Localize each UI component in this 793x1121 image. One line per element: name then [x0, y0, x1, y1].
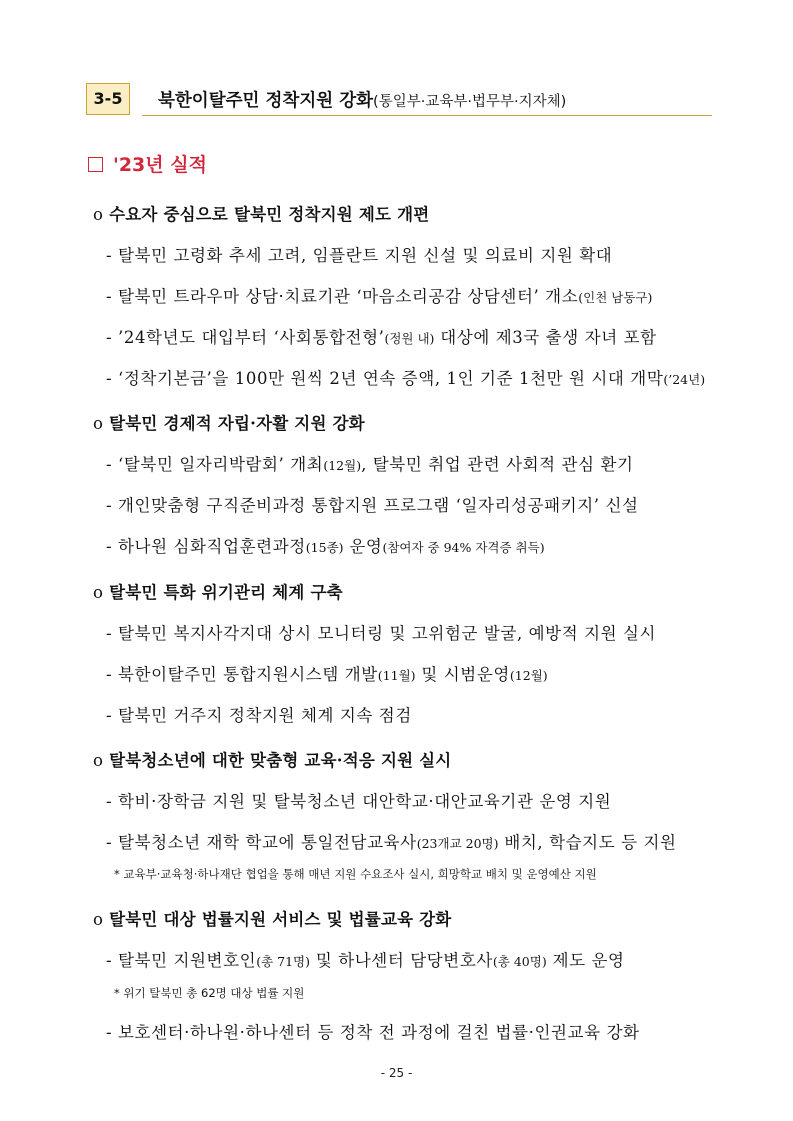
footnote: * 위기 탈북민 총 62명 대상 법률 지원 [114, 986, 305, 1000]
list-item [106, 620, 656, 644]
heading-text: 탈북민 특화 위기관리 체계 구축 [109, 583, 343, 602]
section-title-main: 북한이탈주민 정착지원 강화 [158, 91, 374, 111]
list-item [106, 283, 652, 307]
section-header [86, 83, 712, 119]
item-text: - ‘탈북민 일자리박람회’ 개최 [106, 455, 324, 474]
item-text: - ‘정착기본금’을 100만 원씩 2년 연속 증액, 1인 기준 1천만 원 시대 개막 [106, 369, 664, 388]
section-heading-2 [93, 410, 365, 434]
item-note: (참여자 중 94% 자격증 취득) [382, 540, 545, 555]
item-text: - 보호센터·하나원·하나센터 등 정착 전 과정에 걸친 법률·인권교육 강화 [106, 1023, 640, 1042]
list-item [106, 947, 625, 971]
page-number: - 25 - [380, 1066, 413, 1080]
list-item [106, 1019, 640, 1043]
item-text-tail: 배치, 학습지도 등 지원 [498, 833, 677, 852]
heading-text: 탈북민 대상 법률지원 서비스 및 법률교육 강화 [109, 910, 452, 929]
item-note: (총 71명) [256, 954, 310, 969]
item-note: (’24년) [663, 372, 706, 387]
section-title-agencies: (통일부·교육부·법무부·지자체) [373, 94, 567, 110]
item-text: - 탈북민 지원변호인 [106, 951, 257, 970]
section-number-badge: 3-5 [86, 83, 130, 115]
bullet-o: o [93, 414, 104, 433]
item-note: (23개교 20명) [416, 836, 499, 851]
list-item [106, 829, 677, 853]
item-note: (12월) [509, 668, 548, 683]
list-item [106, 242, 612, 266]
item-text: - ’24학년도 대입부터 ‘사회통합전형’ [106, 328, 385, 347]
list-item [106, 788, 611, 812]
list-item [106, 492, 639, 516]
title-underline [142, 115, 712, 116]
item-text-tail: 대상에 제3국 출생 자녀 포함 [434, 328, 657, 347]
item-note: (11월) [377, 668, 416, 683]
list-item [106, 324, 657, 348]
performance-heading-text: '23년 실적 [113, 154, 207, 176]
list-item [106, 451, 634, 475]
item-text: - 탈북청소년 재학 학교에 통일전담교육사 [106, 833, 417, 852]
square-bullet-icon [88, 157, 103, 172]
performance-heading [88, 150, 207, 177]
item-note: (12월) [323, 458, 362, 473]
item-note: (정원 내) [384, 331, 435, 346]
item-text-tail: 및 하나센터 담당변호사 [309, 951, 493, 970]
bullet-o: o [93, 751, 104, 770]
item-text: - 하나원 심화직업훈련과정 [106, 537, 306, 556]
item-text-tail: 운영 [343, 537, 383, 556]
item-note: (인천 남동구) [578, 290, 653, 305]
section-title [158, 87, 566, 112]
item-note: (15종) [305, 540, 344, 555]
footnote: * 교육부·교육청·하나재단 협업을 통해 매년 지원 수요조사 실시, 희망학교 배치 및 운영예산 지원 [114, 867, 597, 881]
list-item [106, 533, 545, 557]
bullet-o: o [93, 583, 104, 602]
heading-text: 수요자 중심으로 탈북민 정착지원 제도 개편 [109, 205, 430, 224]
list-item [106, 661, 548, 685]
list-item [106, 702, 412, 726]
section-heading-5 [93, 906, 451, 930]
item-text-tail: 제도 운영 [546, 951, 625, 970]
section-heading-4 [93, 747, 451, 771]
item-text: - 북한이탈주민 통합지원시스템 개발 [106, 665, 378, 684]
item-text-tail: , 탈북민 취업 관련 사회적 관심 환기 [361, 455, 634, 474]
item-text-tail: 및 시범운영 [415, 665, 510, 684]
bullet-o: o [93, 910, 104, 929]
list-item [106, 365, 705, 389]
item-note: (총 40명) [492, 954, 547, 969]
item-text: - 탈북민 거주지 정착지원 체계 지속 점검 [106, 706, 412, 725]
item-text: - 학비·장학금 지원 및 탈북청소년 대안학교·대안교육기관 운영 지원 [106, 792, 612, 811]
section-heading-3 [93, 579, 343, 603]
section-heading-1 [93, 201, 429, 225]
heading-text: 탈북민 경제적 자립·자활 지원 강화 [109, 414, 365, 433]
item-text: - 개인맞춤형 구직준비과정 통합지원 프로그램 ‘일자리성공패키지’ 신설 [106, 496, 639, 515]
heading-text: 탈북청소년에 대한 맞춤형 교육·적응 지원 실시 [109, 751, 452, 770]
item-text: - 탈북민 고령화 추세 고려, 임플란트 지원 신설 및 의료비 지원 확대 [106, 246, 613, 265]
item-text: - 탈북민 트라우마 상담·치료기관 ‘마음소리공감 상담센터’ 개소 [106, 287, 579, 306]
bullet-o: o [93, 205, 104, 224]
item-text: - 탈북민 복지사각지대 상시 모니터링 및 고위험군 발굴, 예방적 지원 실시 [106, 624, 657, 643]
